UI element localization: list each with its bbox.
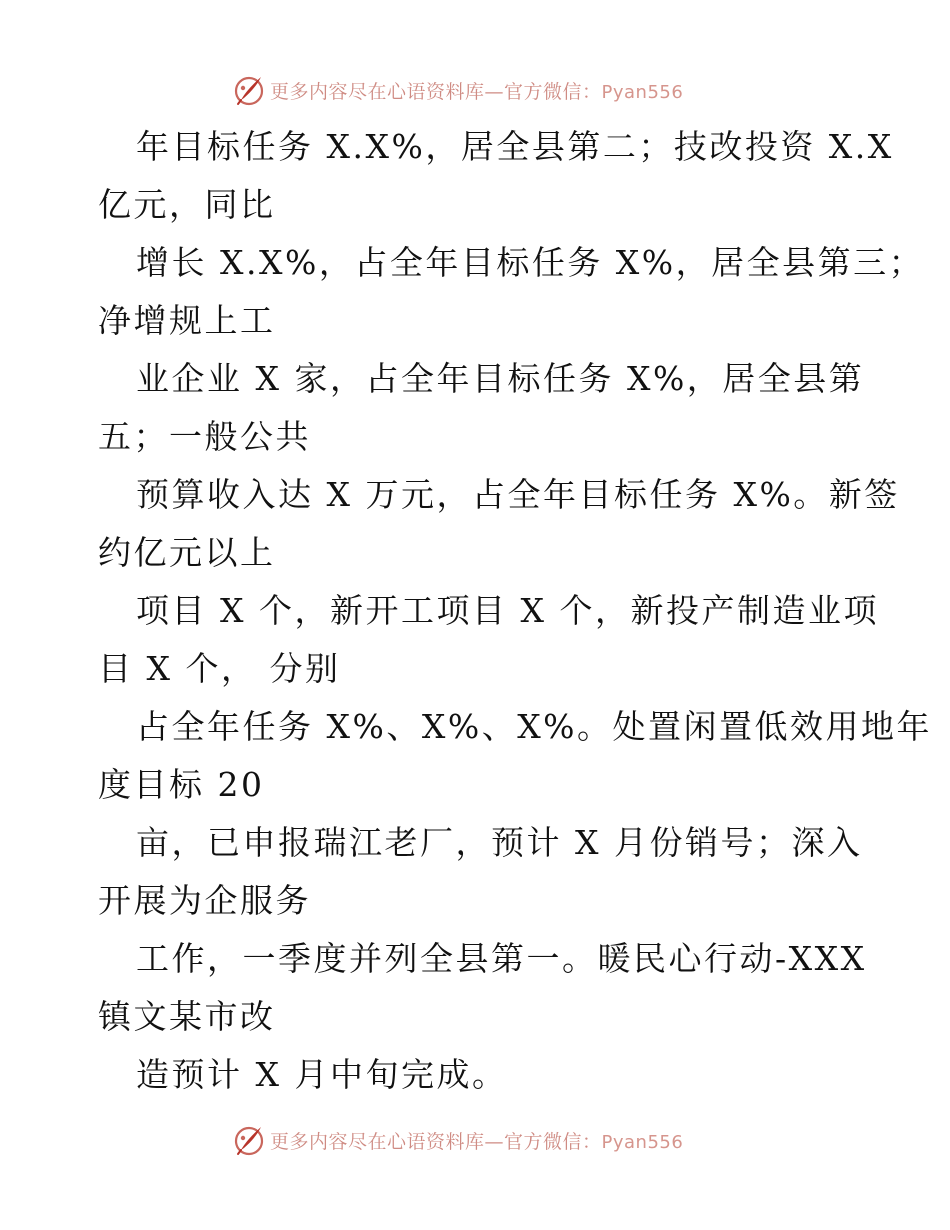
paragraph-line: 项目 X 个，新开工项目 X 个，新投产制造业项 bbox=[136, 591, 879, 630]
paragraph-line: 业企业 X 家，占全年目标任务 X%，居全县第 bbox=[136, 359, 865, 398]
paragraph-line: 五；一般公共 bbox=[98, 417, 311, 456]
paragraph-line: 净增规上工 bbox=[98, 301, 276, 340]
paragraph-line: 约亿元以上 bbox=[98, 533, 276, 572]
quill-pen-logo-icon bbox=[232, 73, 266, 107]
watermark-prefix: 更多内容尽在心语资料库—官方微信： bbox=[270, 1130, 602, 1153]
paragraph-line: 预算收入达 X 万元，占全年目标任务 X%。新签 bbox=[136, 475, 900, 514]
paragraph-line: 度目标 20 bbox=[98, 765, 265, 804]
watermark-wechat-id: Pyan556 bbox=[601, 1131, 684, 1153]
document-body bbox=[98, 118, 933, 1104]
paragraph-line: 造预计 X 月中旬完成。 bbox=[136, 1055, 508, 1094]
paragraph-line: 亩，已申报瑞江老厂，预计 X 月份销号；深入 bbox=[136, 823, 863, 862]
watermark-wechat-id: Pyan556 bbox=[601, 81, 684, 103]
paragraph-line: 开展为企服务 bbox=[98, 881, 311, 920]
footer-watermark bbox=[232, 1122, 683, 1158]
paragraph-line: 镇文某市改 bbox=[98, 997, 276, 1036]
paragraph-line: 目 X 个， 分别 bbox=[98, 649, 341, 688]
paragraph-line: 占全年任务 X%、X%、X%。处置闲置低效用地年 bbox=[136, 707, 933, 746]
paragraph-line: 亿元，同比 bbox=[98, 185, 276, 224]
quill-pen-logo-icon bbox=[232, 1123, 266, 1157]
paragraph-line: 年目标任务 X.X%，居全县第二；技改投资 X.X bbox=[136, 127, 894, 166]
watermark-text bbox=[270, 77, 683, 104]
header-watermark bbox=[232, 72, 683, 108]
paragraph-line: 工作，一季度并列全县第一。暖民心行动-XXX bbox=[136, 939, 867, 978]
watermark-prefix: 更多内容尽在心语资料库—官方微信： bbox=[270, 80, 602, 103]
paragraph-line: 增长 X.X%，占全年目标任务 X%，居全县第三； bbox=[136, 243, 925, 282]
watermark-text bbox=[270, 1127, 683, 1154]
